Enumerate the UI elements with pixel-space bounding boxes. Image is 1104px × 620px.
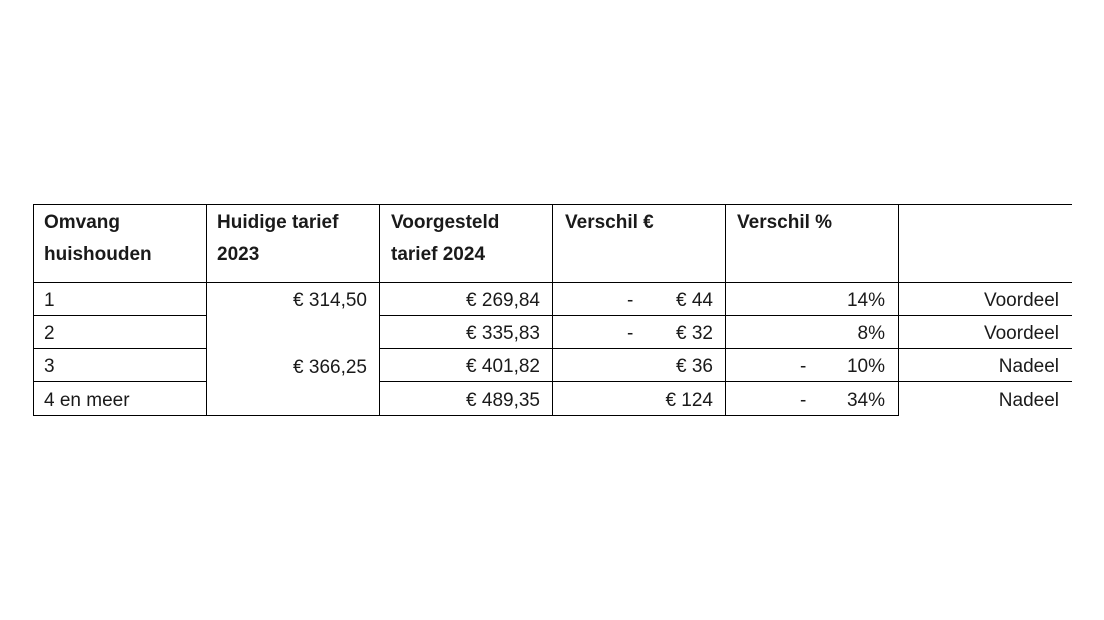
cell-diff-pct: 10% xyxy=(846,356,885,377)
cell-household-size: 4 en meer xyxy=(44,390,130,411)
row-divider xyxy=(33,348,206,349)
header-diff-pct xyxy=(737,207,832,239)
cell-diff-eur: € 36 xyxy=(676,356,713,377)
cell-proposed-tariff: € 489,35 xyxy=(466,390,540,411)
header-line: Omvang xyxy=(44,212,121,233)
cell-diff-eur: € 124 xyxy=(665,390,713,411)
cell-current-tariff-merged: € 366,25 xyxy=(293,357,367,378)
header-line: huishouden xyxy=(44,244,152,265)
cell-result: Nadeel xyxy=(998,390,1059,411)
cell-household-size: 1 xyxy=(44,290,55,311)
cell-pct-sign: - xyxy=(800,356,807,377)
cell-household-size: 3 xyxy=(44,356,55,377)
cell-proposed-tariff: € 335,83 xyxy=(466,323,540,344)
cell-diff-pct: 14% xyxy=(846,290,885,311)
row-divider xyxy=(33,381,206,382)
header-line: Voorgesteld xyxy=(391,212,500,233)
header-proposed-tariff xyxy=(391,207,499,271)
header-current-tariff xyxy=(217,207,338,271)
cell-result: Voordeel xyxy=(983,323,1059,344)
col-border xyxy=(33,204,34,416)
header-household-size xyxy=(44,207,152,271)
cell-diff-pct: 34% xyxy=(846,390,885,411)
cell-current-tariff: € 314,50 xyxy=(293,290,367,311)
cell-proposed-tariff: € 401,82 xyxy=(466,356,540,377)
header-diff-eur xyxy=(565,207,654,239)
cell-diff-sign: - xyxy=(627,323,634,344)
cell-proposed-tariff: € 269,84 xyxy=(466,290,540,311)
tariff-table xyxy=(33,204,1072,416)
header-line: tarief 2024 xyxy=(391,244,486,265)
cell-result: Voordeel xyxy=(983,290,1059,311)
cell-diff-eur: € 44 xyxy=(676,290,713,311)
cell-pct-sign: - xyxy=(800,390,807,411)
header-line: Verschil % xyxy=(737,212,833,233)
header-line: 2023 xyxy=(217,244,260,265)
cell-result: Nadeel xyxy=(998,356,1059,377)
cell-diff-sign: - xyxy=(627,290,634,311)
row-divider xyxy=(33,315,206,316)
cell-diff-eur: € 32 xyxy=(676,323,713,344)
header-line: Verschil € xyxy=(565,212,654,233)
cell-household-size: 2 xyxy=(44,323,55,344)
header-line: Huidige tarief xyxy=(217,212,339,233)
cell-diff-pct: 8% xyxy=(857,323,885,344)
